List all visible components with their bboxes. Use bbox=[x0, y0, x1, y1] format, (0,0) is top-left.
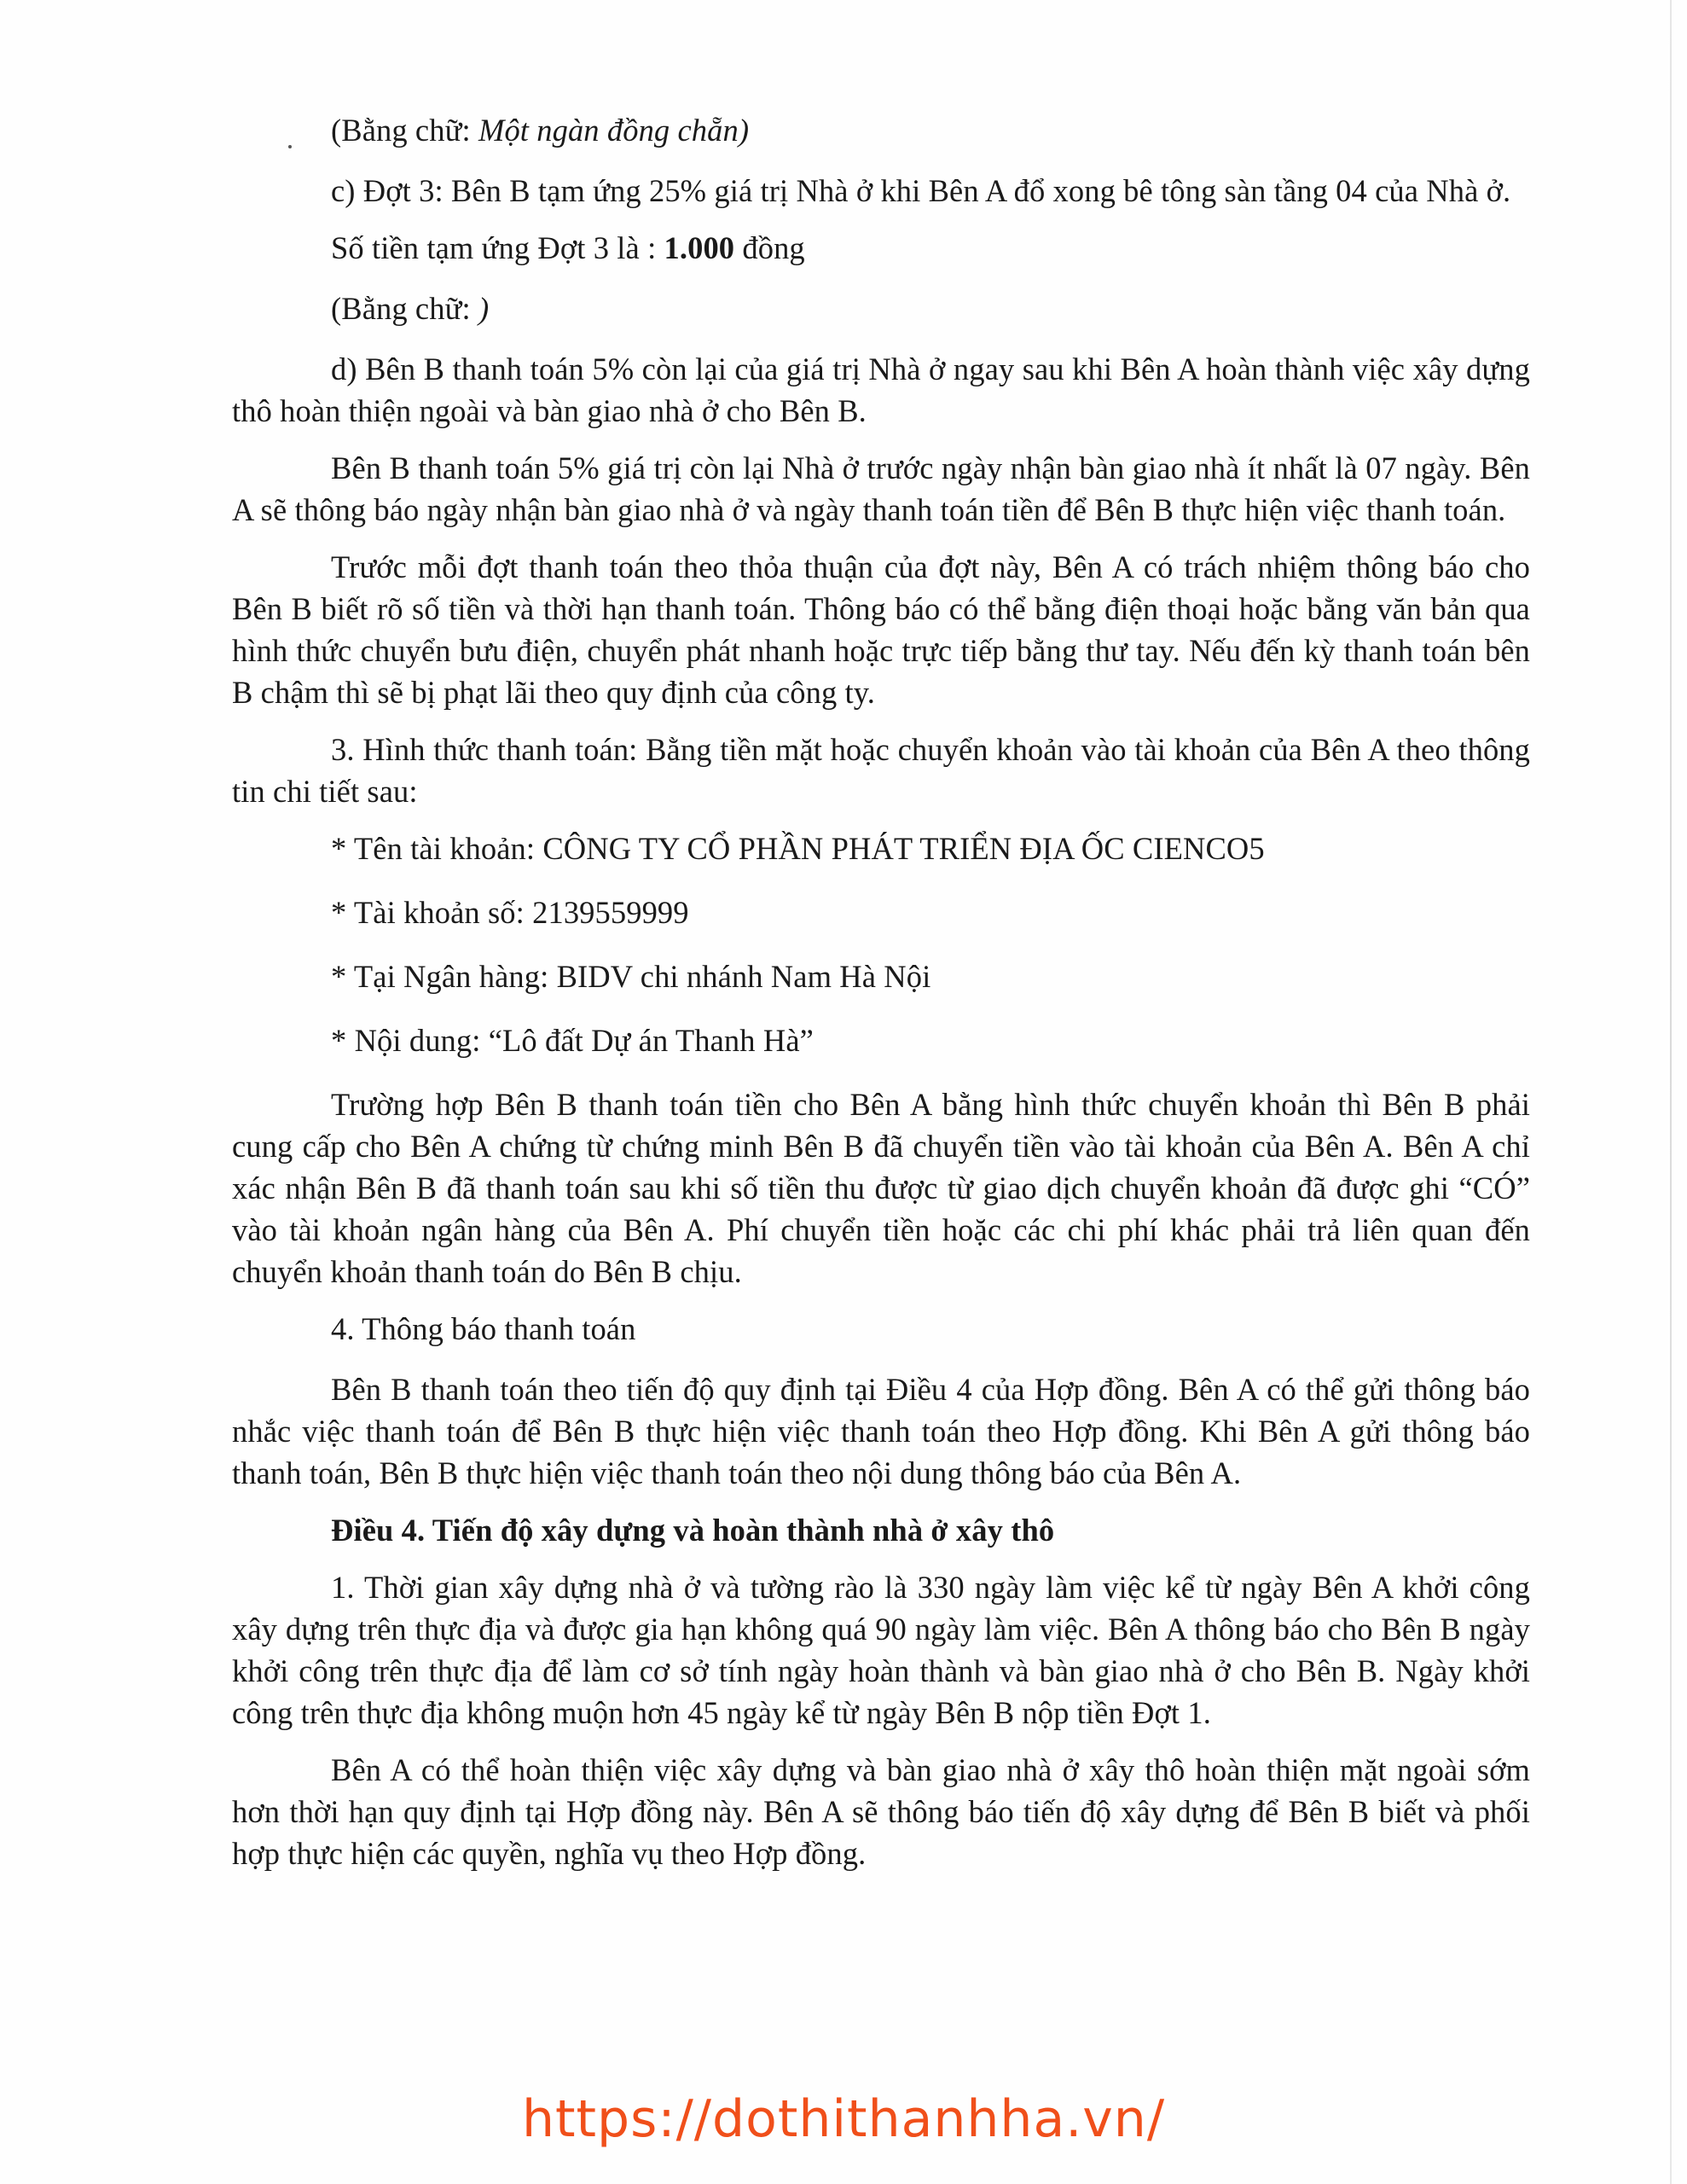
paragraph-installment-final: d) Bên B thanh toán 5% còn lại của giá trị Nhà ở ngay sau khi Bên A hoàn thành việc xây dựng thô hoàn thiện ngoài và bàn giao nhà ở cho Bên B. bbox=[232, 351, 1530, 428]
document-body bbox=[232, 109, 1530, 1890]
account-number-line: * Tài khoản số: 2139559999 bbox=[331, 895, 689, 930]
scan-edge-line bbox=[1670, 0, 1672, 2184]
transfer-content-line: * Nội dung: “Lô đất Dự án Thanh Hà” bbox=[331, 1023, 814, 1058]
italic-run: Một ngàn đồng chẵn) bbox=[478, 113, 750, 148]
paragraph-payment-schedule: Bên B thanh toán theo tiến độ quy định tại Điều 4 của Hợp đồng. Bên A có thể gửi thông báo nhắc việc thanh toán để Bên B thực hiện việc thanh toán theo Hợp đồng. Khi Bên A gửi thông báo thanh toán, Bên B thực hiện việc thanh toán theo nội dung thông báo của Bên A. bbox=[232, 1372, 1530, 1490]
section-payment-notification: 4. Thông báo thanh toán bbox=[331, 1311, 636, 1346]
account-name-line: * Tên tài khoản: CÔNG TY CỔ PHẦN PHÁT TRIỂN ĐỊA ỐC CIENCO5 bbox=[331, 831, 1265, 866]
paragraph-bank-transfer: Trường hợp Bên B thanh toán tiền cho Bên A bằng hình thức chuyển khoản thì Bên B phải cung cấp cho Bên A chứng từ chứng minh Bên B đã chuyển tiền vào tài khoản của Bên A. Bên A chỉ xác nhận Bên B đã thanh toán sau khi số tiền thu được từ giao dịch chuyển khoản đã được ghi “CÓ” vào tài khoản ngân hàng của Bên A. Phí chuyển tiền hoặc các chi phí khác phải trả liên quan đến chuyển khoản thanh toán do Bên B chịu. bbox=[232, 1087, 1530, 1289]
bank-line: * Tại Ngân hàng: BIDV chi nhánh Nam Hà Nội bbox=[331, 959, 931, 994]
paragraph-amount-in-words-3 bbox=[232, 288, 1530, 329]
paragraph-payment-method: 3. Hình thức thanh toán: Bằng tiền mặt hoặc chuyển khoản vào tài khoản của Bên A theo thông tin chi tiết sau: bbox=[232, 732, 1530, 809]
article-4-heading: Điều 4. Tiến độ xây dựng và hoàn thành nhà ở xây thô bbox=[331, 1513, 1055, 1548]
text-run: Số tiền tạm ứng Đợt 3 là : bbox=[331, 230, 664, 265]
website-watermark-link[interactable]: https://dothithanhha.vn/ bbox=[521, 2089, 1166, 2149]
text-run: (Bằng chữ: bbox=[331, 113, 478, 148]
text-run: (Bằng chữ: bbox=[331, 291, 478, 326]
bold-run: 1.000 bbox=[664, 230, 735, 265]
italic-run: ) bbox=[478, 291, 490, 326]
text-run: đồng bbox=[734, 230, 805, 265]
paragraph-payment-notice: Trước mỗi đợt thanh toán theo thỏa thuận của đợt này, Bên A có trách nhiệm thông báo cho Bên B biết rõ số tiền và thời hạn thanh toán. Thông báo có thể bằng điện thoại hoặc bằng văn bản qua hình thức chuyển bưu điện, chuyển phát nhanh hoặc trực tiếp bằng thư tay. Nếu đến kỳ thanh toán bên B chậm thì sẽ bị phạt lãi theo quy định của công ty. bbox=[232, 549, 1530, 710]
paragraph-installment-3: c) Đợt 3: Bên B tạm ứng 25% giá trị Nhà ở khi Bên A đổ xong bê tông sàn tầng 04 của Nhà ở. bbox=[331, 173, 1511, 208]
paragraph-installment-3-amount bbox=[232, 227, 1530, 269]
paragraph-early-completion: Bên A có thể hoàn thiện việc xây dựng và bàn giao nhà ở xây thô hoàn thiện mặt ngoài sớm hơn thời hạn quy định tại Hợp đồng này. Bên A sẽ thông báo tiến độ xây dựng để Bên B biết và phối hợp thực hiện các quyền, nghĩa vụ theo Hợp đồng. bbox=[232, 1752, 1530, 1871]
paragraph-construction-time: 1. Thời gian xây dựng nhà ở và tường rào là 330 ngày làm việc kể từ ngày Bên A khởi công xây dựng trên thực địa và được gia hạn không quá 90 ngày làm việc. Bên A thông báo cho Bên B ngày khởi công trên thực địa để làm cơ sở tính ngày hoàn thành và bàn giao nhà ở cho Bên B. Ngày khởi công trên thực địa không muộn hơn 45 ngày kể từ ngày Bên B nộp tiền Đợt 1. bbox=[232, 1570, 1530, 1730]
paragraph-final-payment-terms: Bên B thanh toán 5% giá trị còn lại Nhà ở trước ngày nhận bàn giao nhà ít nhất là 07 ngày. Bên A sẽ thông báo ngày nhận bàn giao nhà ở và ngày thanh toán tiền để Bên B thực hiện việc thanh toán. bbox=[232, 450, 1530, 527]
paragraph-amount-in-words-2 bbox=[232, 109, 1530, 151]
